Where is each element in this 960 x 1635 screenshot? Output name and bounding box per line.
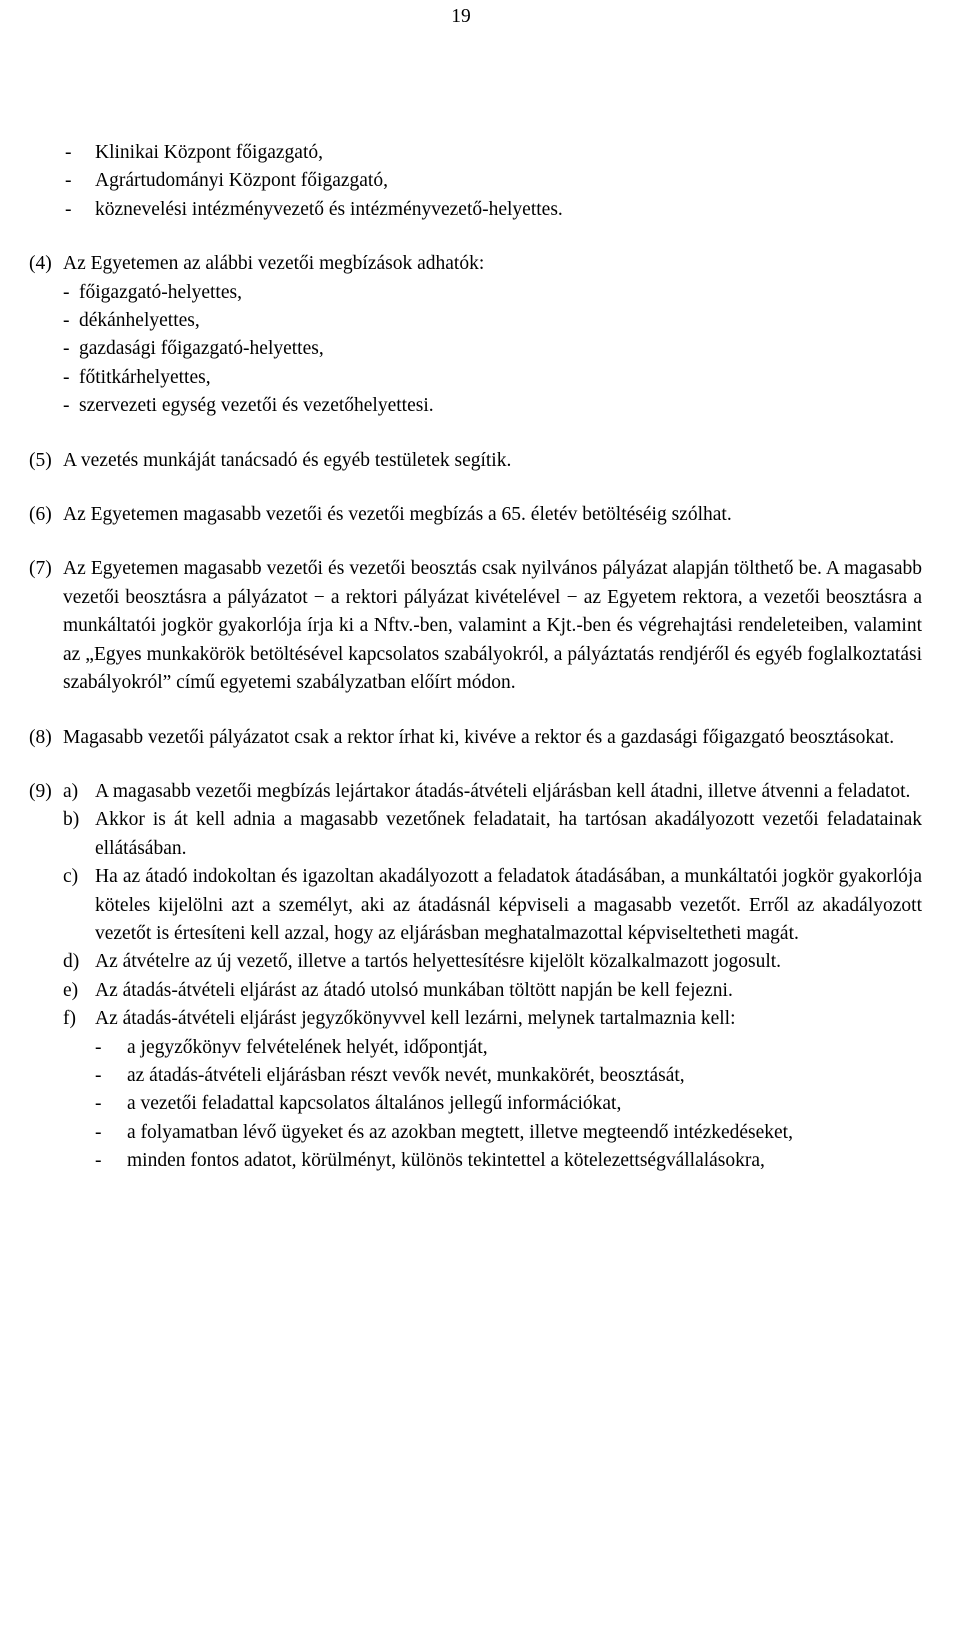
paragraph-text: Az Egyetemen magasabb vezetői és vezetői beosztás csak nyilvános pályázat alapján tölthető be. A magasabb vezetői beosztásra a pályázatot − a rektori pályázat kivételével − az Egyetem rektora, a vezetői beosztásra a munkáltatói jogkör gyakorlója írja ki a Nftv.-ben, valamint a Kjt.-ben és végrehajtási rendeleteiben, valamint az „Egyes munkakörök betöltésével kapcsolatos szabályokról, a pályáztatás rendjéről és egyéb foglalkoztatási szabályokról” című egyetemi szabályzatban előírt módon.: [63, 558, 922, 694]
paragraph-8: [29, 724, 922, 752]
paragraph-text: Az Egyetemen az alábbi vezetői megbízások adhatók:: [63, 253, 485, 275]
paragraph-number: (7): [29, 558, 52, 580]
item-letter: e): [63, 979, 79, 1001]
list-item: [63, 977, 922, 1005]
list-item: - az átadás-átvételi eljárásban részt vevők nevét, munkakörét, beosztását,: [95, 1062, 922, 1090]
item-text: Akkor is át kell adnia a magasabb vezetőnek feladatait, ha tartósan akadályozott vezetői feladatainak ellátásában.: [95, 809, 922, 859]
list-item: [63, 948, 922, 976]
handover-rules-list: [63, 778, 922, 1176]
item-text: A magasabb vezetői megbízás lejártakor átadás-átvételi eljárásban kell átadni, illetve átvenni a feladatot.: [95, 780, 911, 802]
item-letter: b): [63, 809, 80, 831]
list-item: - szervezeti egység vezetői és vezetőhelyettesi.: [63, 392, 922, 420]
list-item: [63, 806, 922, 863]
item-letter: f): [63, 1008, 76, 1030]
item-letter: a): [63, 780, 79, 802]
appointment-list: [63, 279, 922, 421]
paragraph-text: Magasabb vezetői pályázatot csak a rektor írhat ki, kivéve a rektor és a gazdasági főigazgató beosztásokat.: [63, 726, 895, 748]
page-number: 19: [451, 6, 471, 27]
paragraph-text: Az Egyetemen magasabb vezetői és vezetői megbízás a 65. életév betöltéséig szólhat.: [63, 504, 732, 526]
item-letter: d): [63, 951, 80, 973]
list-item: [63, 778, 922, 806]
list-item: - főigazgató-helyettes,: [63, 279, 922, 307]
list-item: - a vezetői feladattal kapcsolatos általános jellegű információkat,: [95, 1090, 922, 1118]
list-item: - dékánhelyettes,: [63, 307, 922, 335]
paragraph-number: (6): [29, 504, 52, 526]
list-item: - köznevelési intézményvezető és intézményvezető-helyettes.: [29, 196, 922, 224]
paragraph-number: (9): [29, 780, 52, 802]
paragraph-4: [29, 250, 922, 420]
list-item: [63, 863, 922, 948]
paragraph-7: [29, 555, 922, 697]
paragraph-number: (5): [29, 449, 52, 471]
paragraph-text: A vezetés munkáját tanácsadó és egyéb testületek segítik.: [63, 449, 512, 471]
intro-list: [29, 139, 922, 224]
item-text: Ha az átadó indokoltan és igazoltan akadályozott a feladatok átadásában, a munkáltatói jogkör gyakorlója köteles kijelölni azt a személyt, aki az átadásnál képviseli a magasabb vezetőt. Erről az akadályozott vezetőt is értesíteni kell azzal, hogy az eljárásban meghatalmazottal képviseltetheti magát.: [95, 866, 922, 944]
paragraph-6: [29, 501, 922, 529]
item-text: Az átadás-átvételi eljárást az átadó utolsó munkában töltött napján be kell fejezni.: [95, 979, 733, 1001]
list-item: - a jegyzőkönyv felvételének helyét, időpontját,: [95, 1034, 922, 1062]
list-item: - főtitkárhelyettes,: [63, 364, 922, 392]
list-item: - minden fontos adatot, körülményt, különös tekintettel a kötelezettségvállalásokra,: [95, 1147, 922, 1175]
paragraph-number: (8): [29, 726, 52, 748]
list-item: [63, 1005, 922, 1175]
minutes-contents-list: [95, 1034, 922, 1176]
list-item: - Klinikai Központ főigazgató,: [29, 139, 922, 167]
list-item: - a folyamatban lévő ügyeket és az azokban megtett, illetve megteendő intézkedéseket,: [95, 1119, 922, 1147]
list-item: - gazdasági főigazgató-helyettes,: [63, 335, 922, 363]
item-letter: c): [63, 866, 79, 888]
paragraph-9: [29, 778, 922, 1176]
list-item: - Agrártudományi Központ főigazgató,: [29, 167, 922, 195]
paragraph-number: (4): [29, 253, 52, 275]
paragraph-5: [29, 447, 922, 475]
item-text: Az átadás-átvételi eljárást jegyzőkönyvvel kell lezárni, melynek tartalmaznia kell:: [95, 1008, 736, 1030]
document-body: [29, 139, 922, 1176]
item-text: Az átvételre az új vezető, illetve a tartós helyettesítésre kijelölt közalkalmazott jogosult.: [95, 951, 782, 973]
